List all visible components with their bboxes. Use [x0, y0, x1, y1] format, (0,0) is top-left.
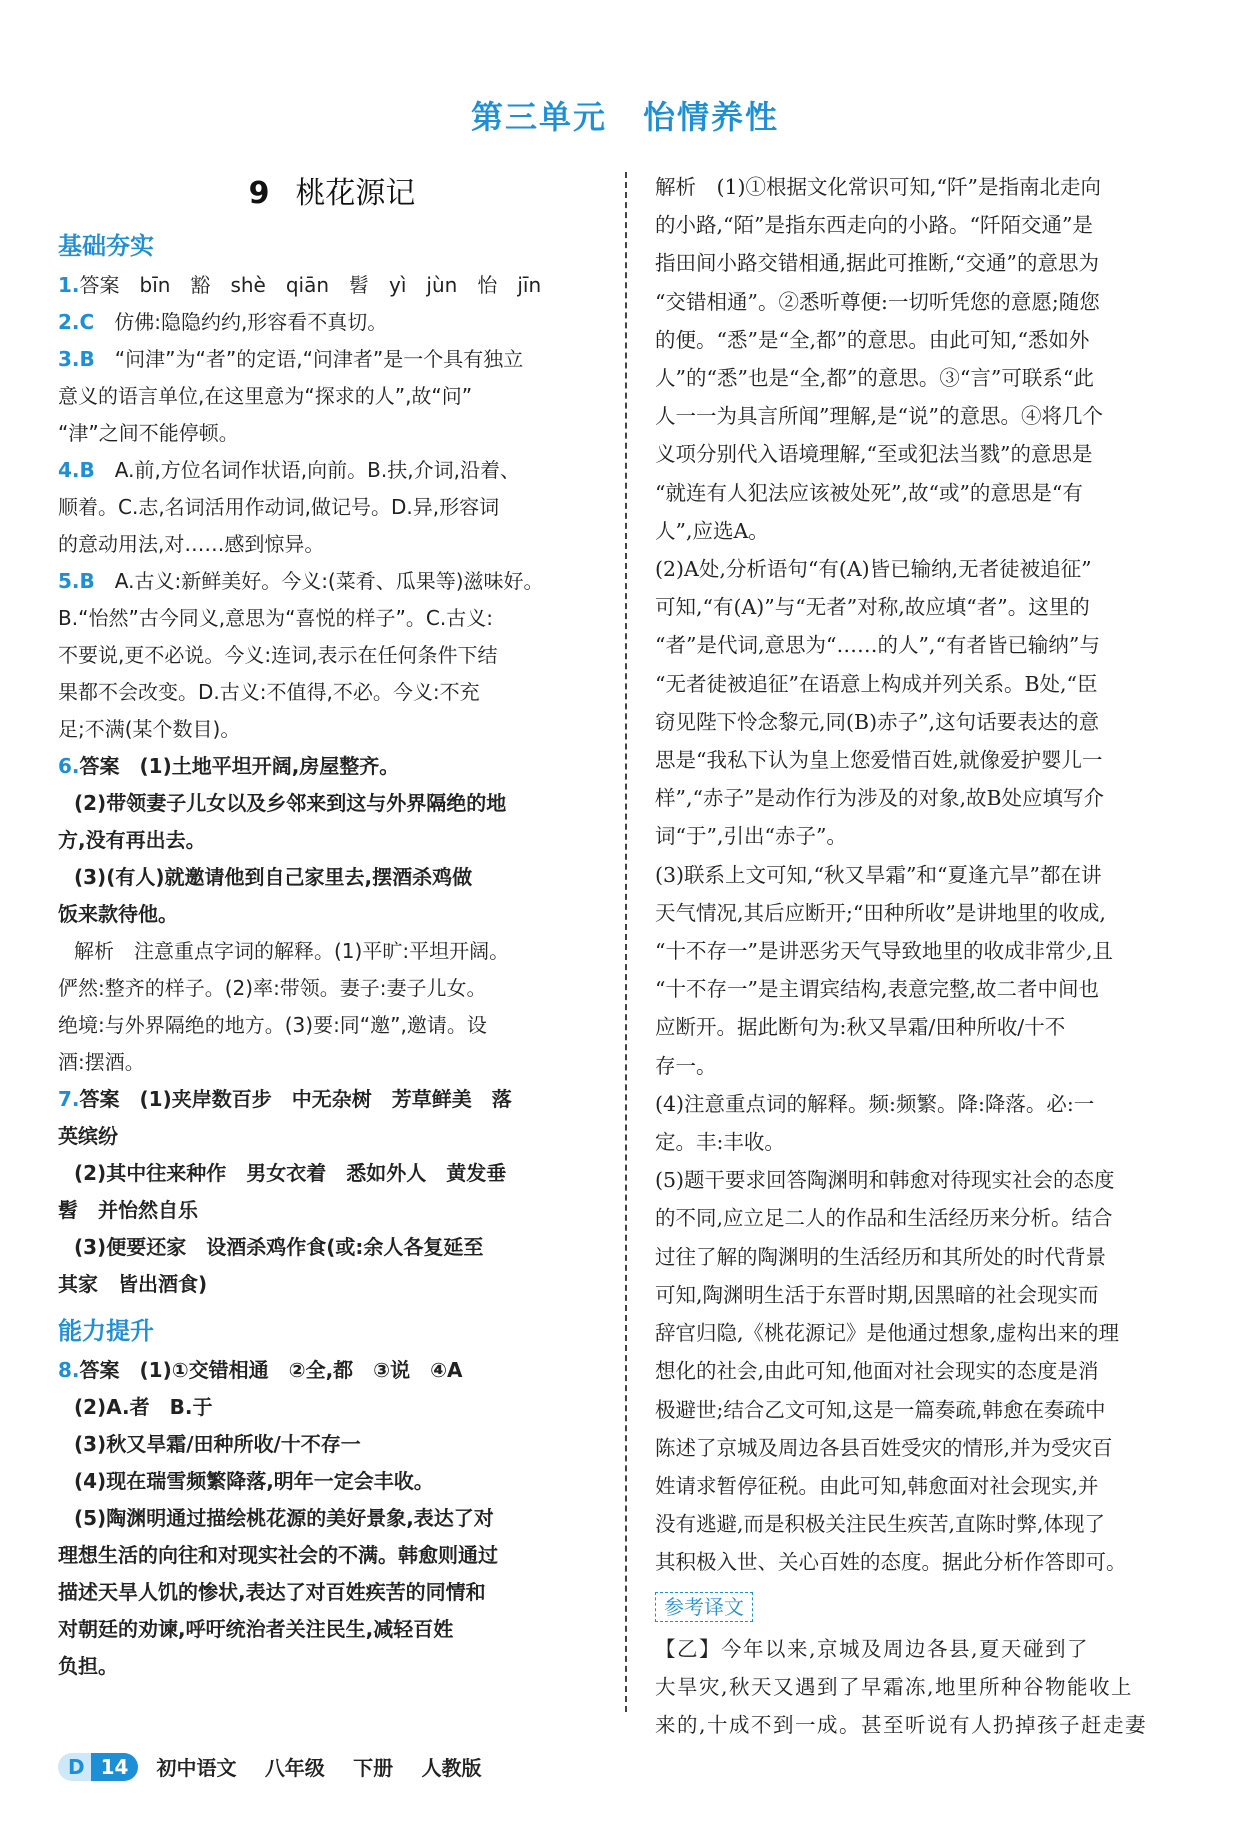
question-number: 1.: [58, 273, 80, 297]
answers-ability: [58, 1352, 606, 1685]
answer-line: [58, 1044, 606, 1081]
answer-text: 顺着。C.志,名词活用作动词,做记号。D.异,形容词: [58, 495, 500, 519]
answers-basic: [58, 267, 606, 1303]
answer-text: (4)现在瑞雪频繁降落,明年一定会丰收。: [74, 1469, 434, 1493]
answer-line: [58, 1537, 606, 1574]
translation-text: [655, 1630, 1190, 1745]
text-line: 辞官归隐,《桃花源记》是他通过想象,虚构出来的理: [655, 1321, 1120, 1346]
answer-text: 绝境:与外界隔绝的地方。(3)要:同“邀”,邀请。设: [58, 1013, 487, 1037]
answer-text: (2)带领妻子儿女以及乡邻来到这与外界隔绝的地: [74, 791, 507, 815]
text-line: 的不同,应立足二人的作品和生活经历来分析。结合: [655, 1206, 1113, 1231]
text-line: 应断开。据此断句为:秋又旱霜/田种所收/十不: [655, 1015, 1066, 1040]
question-number: 7.: [58, 1087, 80, 1111]
left-column: [58, 168, 606, 1685]
text-line: “者”是代词,意思为“……的人”,“有者皆已输纳”与: [655, 633, 1100, 658]
text-line: 存一。: [655, 1053, 717, 1078]
text-line: 词“于”,引出“赤子”。: [655, 824, 847, 849]
text-line: (4)注意重点词的解释。频:频繁。降:降落。必:一: [655, 1091, 1095, 1116]
answer-text: “津”之间不能停顿。: [58, 421, 239, 445]
text-line: “交错相通”。②悉听尊便:一切听凭您的意愿;随您: [655, 289, 1100, 314]
answer-line: [58, 637, 606, 674]
answer-text: 酒:摆酒。: [58, 1050, 145, 1074]
answer-text: (3)便要还家 设酒杀鸡作食(或:余人各复延至: [74, 1235, 484, 1259]
text-line: 人一一为具言所闻”理解,是“说”的意思。④将几个: [655, 404, 1103, 429]
answer-line: [58, 1463, 606, 1500]
answer-line: [58, 267, 606, 304]
text-line: 来的,十成不到一成。甚至听说有人扔掉孩子赶走妻: [655, 1712, 1148, 1737]
answer-line: [58, 674, 606, 711]
subject: 初中语文: [156, 1756, 237, 1780]
text-line: “十不存一”是主谓宾结构,表意完整,故二者中间也: [655, 977, 1099, 1002]
answer-text: 负担。: [58, 1654, 118, 1678]
text-line: 指田间小路交错相通,据此可推断,“交通”的意思为: [655, 251, 1099, 276]
answer-line: [58, 1648, 606, 1685]
answer-text: 解析 注意重点字词的解释。(1)平旷:平坦开阔。: [74, 939, 510, 963]
answer-line: [58, 489, 606, 526]
answer-text: 的意动用法,对……感到惊异。: [58, 532, 325, 556]
lesson-title: 桃花源记: [295, 176, 416, 211]
answer-line: [58, 1574, 606, 1611]
answer-text: (5)陶渊明通过描绘桃花源的美好景象,表达了对: [74, 1506, 494, 1530]
unit-name: 怡情养性: [643, 98, 780, 136]
text-line: 其积极入世、关心百姓的态度。据此分析作答即可。: [655, 1550, 1127, 1575]
text-line: 可知,陶渊明生活于东晋时期,因黑暗的社会现实而: [655, 1282, 1099, 1307]
text-line: 想化的社会,由此可知,他面对社会现实的态度是消: [655, 1359, 1099, 1384]
answer-text: 描述天旱人饥的惨状,表达了对百姓疾苦的同情和: [58, 1580, 486, 1604]
answer-line: [58, 1500, 606, 1537]
text-line: 样”,“赤子”是动作行为涉及的对象,故B处应填写介: [655, 786, 1105, 811]
text-line: “就连有人犯法应该被处死”,故“或”的意思是“有: [655, 480, 1083, 505]
text-line: 人”,应选A。: [655, 518, 769, 543]
text-line: 思是“我私下认为皇上您爱惜百姓,就像爱护婴儿一: [655, 748, 1103, 773]
text-line: 的小路,“陌”是指东西走向的小路。“阡陌交通”是: [655, 213, 1093, 238]
answer-line: [58, 896, 606, 933]
answer-line: [58, 378, 606, 415]
answer-line: [58, 933, 606, 970]
answer-line: [58, 1007, 606, 1044]
answer-line: [58, 600, 606, 637]
column-divider: [625, 172, 627, 1712]
volume: 下册: [353, 1756, 394, 1780]
answer-line: [58, 526, 606, 563]
text-line: 解析 (1)①根据文化常识可知,“阡”是指南北走向: [655, 175, 1102, 199]
text-line: (5)题干要求回答陶渊明和韩愈对待现实社会的态度: [655, 1168, 1115, 1193]
answer-line: [58, 1389, 606, 1426]
answer-line: [58, 1081, 606, 1118]
text-line: 极避世;结合乙文可知,这是一篇奏疏,韩愈在奏疏中: [655, 1397, 1106, 1422]
page-footer: [58, 1752, 504, 1781]
answer-line: [58, 711, 606, 748]
answer-line: [58, 1229, 606, 1266]
answer-text: 答案 bīn 豁 shè qiān 髫 yì jùn 怡 jīn: [79, 273, 542, 297]
question-number: 6.: [58, 754, 80, 778]
answer-line: [58, 1426, 606, 1463]
text-line: 陈述了京城及周边各县百姓受灾的情形,并为受灾百: [655, 1435, 1113, 1460]
answer-line: [58, 1118, 606, 1155]
book-meta: [156, 1752, 503, 1781]
answer-line: [58, 1266, 606, 1303]
question-number: 2.C: [58, 310, 95, 334]
text-line: 过往了解的陶渊明的生活经历和其所处的时代背景: [655, 1244, 1106, 1269]
answer-text: 其家 皆出酒食): [58, 1272, 208, 1296]
question-number: 4.B: [58, 458, 95, 482]
answer-text: 不要说,更不必说。今义:连词,表示在任何条件下结: [58, 643, 498, 667]
answer-line: [58, 1192, 606, 1229]
question-number: 5.B: [58, 569, 95, 593]
text-line: “无者徒被追征”在语意上构成并列关系。B处,“臣: [655, 671, 1098, 696]
answer-text: 足;不满(某个数目)。: [58, 717, 241, 741]
text-line: 姓请求暂停征税。由此可知,韩愈面对社会现实,并: [655, 1473, 1099, 1498]
answer-line: [58, 1611, 606, 1648]
text-line: “十不存一”是讲恶劣天气导致地里的收成非常少,且: [655, 939, 1113, 964]
answer-line: [58, 563, 606, 600]
text-line: 可知,“有(A)”与“无者”对称,故应填“者”。这里的: [655, 595, 1090, 620]
unit-title: [0, 92, 1250, 138]
right-column: [655, 168, 1190, 1744]
analysis-text: [655, 168, 1190, 1582]
text-line: 的便。“悉”是“全,都”的意思。由此可知,“悉如外: [655, 327, 1090, 352]
answer-text: 俨然:整齐的样子。(2)率:带领。妻子:妻子儿女。: [58, 976, 487, 1000]
answer-text: 果都不会改变。D.古义:不值得,不必。今义:不充: [58, 680, 480, 704]
lesson-heading: [58, 168, 606, 212]
answer-line: [58, 304, 606, 341]
lesson-number: 9: [248, 176, 270, 211]
answer-line: [58, 341, 606, 378]
question-number: 3.B: [58, 347, 95, 371]
answer-line: [58, 785, 606, 822]
text-line: 天气情况,其后应断开;“田种所收”是讲地里的收成,: [655, 900, 1106, 925]
answer-line: [58, 970, 606, 1007]
page-badge: [58, 1753, 138, 1781]
answer-text: 饭来款待他。: [58, 902, 178, 926]
answer-text: (2)A.者 B.于: [74, 1395, 213, 1419]
text-line: 定。丰:丰收。: [655, 1130, 785, 1155]
answer-line: [58, 748, 606, 785]
question-number: 8.: [58, 1358, 80, 1382]
unit-label: 第三单元: [470, 98, 607, 136]
answer-text: (3)(有人)就邀请他到自己家里去,摆酒杀鸡做: [74, 865, 473, 889]
badge-letter: D: [58, 1753, 91, 1781]
text-line: 【乙】今年以来,京城及周边各县,夏天碰到了: [655, 1636, 1090, 1661]
section-basic: 基础夯实: [58, 232, 154, 260]
answer-text: 仿佛:隐隐约约,形容看不真切。: [94, 310, 388, 334]
page-number: 14: [91, 1753, 139, 1781]
answer-line: [58, 859, 606, 896]
section-ability: 能力提升: [58, 1317, 154, 1345]
text-line: (2)A处,分析语句“有(A)皆已输纳,无者徒被追征”: [655, 557, 1092, 582]
text-line: 没有逃避,而是积极关注民生疾苦,直陈时弊,体现了: [655, 1512, 1106, 1537]
answer-line: [58, 415, 606, 452]
answer-text: 方,没有再出去。: [58, 828, 206, 852]
answer-text: 答案 (1)夹岸数百步 中无杂树 芳草鲜美 落: [79, 1087, 512, 1111]
answer-line: [58, 822, 606, 859]
answer-text: (3)秋又旱霜/田种所收/十不存一: [74, 1432, 361, 1456]
text-line: (3)联系上文可知,“秋又旱霜”和“夏逢亢旱”都在讲: [655, 862, 1102, 887]
answer-text: 髫 并怡然自乐: [58, 1198, 198, 1222]
reference-translation-tag: 参考译文: [655, 1592, 753, 1622]
answer-text: 意义的语言单位,在这里意为“探求的人”,故“问”: [58, 384, 473, 408]
text-line: 人”的“悉”也是“全,都”的意思。③“言”可联系“此: [655, 366, 1094, 391]
answer-text: 理想生活的向往和对现实社会的不满。韩愈则通过: [58, 1543, 498, 1567]
answer-line: [58, 1155, 606, 1192]
edition: 人教版: [421, 1756, 482, 1780]
answer-text: B.“怡然”古今同义,意思为“喜悦的样子”。C.古义:: [58, 606, 493, 630]
grade: 八年级: [264, 1756, 325, 1780]
text-line: 大旱灾,秋天又遇到了早霜冻,地里所种谷物能收上: [655, 1674, 1134, 1699]
text-line: 窃见陛下怜念黎元,同(B)赤子”,这句话要表达的意: [655, 709, 1100, 734]
answer-text: (2)其中往来种作 男女衣着 悉如外人 黄发垂: [74, 1161, 507, 1185]
answer-text: 答案 (1)土地平坦开阔,房屋整齐。: [79, 754, 400, 778]
text-line: 义项分别代入语境理解,“至或犯法当戮”的意思是: [655, 442, 1093, 467]
answer-text: A.前,方位名词作状语,向前。B.扶,介词,沿着、: [94, 458, 520, 482]
answer-line: [58, 452, 606, 489]
answer-text: “问津”为“者”的定语,“问津者”是一个具有独立: [94, 347, 524, 371]
answer-text: A.古义:新鲜美好。今义:(菜肴、瓜果等)滋味好。: [94, 569, 544, 593]
answer-line: [58, 1352, 606, 1389]
answer-text: 答案 (1)①交错相通 ②全,都 ③说 ④A: [79, 1358, 463, 1382]
answer-text: 英缤纷: [58, 1124, 118, 1148]
answer-text: 对朝廷的劝谏,呼吁统治者关注民生,减轻百姓: [58, 1617, 454, 1641]
